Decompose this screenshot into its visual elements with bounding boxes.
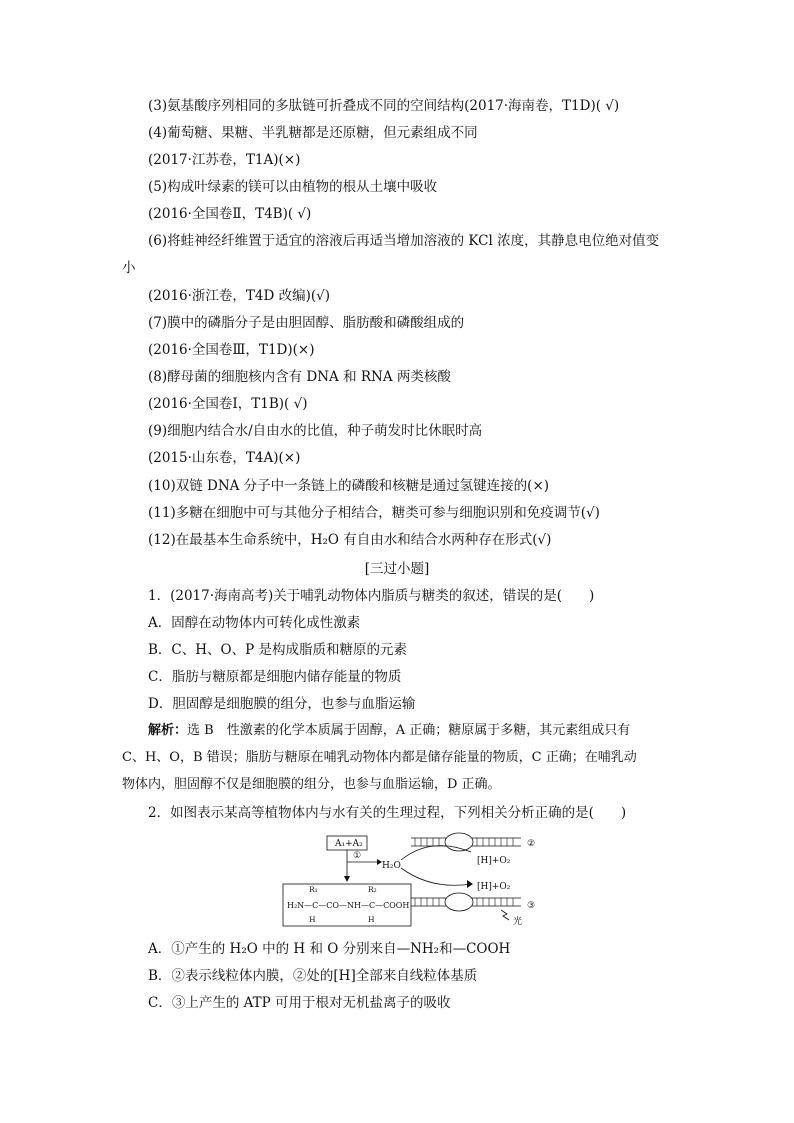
q2-option-a: A．①产生的 H₂O 中的 H 和 O 分别来自—NH₂和—COOH	[148, 941, 511, 957]
q2-stem: 2．如图表示某高等植物体内与水有关的生理过程，下列相关分析正确的是( )	[148, 805, 627, 821]
judgement-6-wrap: 小	[122, 260, 136, 276]
analysis-text-1: 选 B 性激素的化学本质属于固醇，A 正确；糖原属于多糖，其元素组成只有	[187, 723, 631, 738]
q1-stem: 1．(2017·海南高考)关于哺乳动物体内脂质与糖类的叙述，错误的是( )	[148, 588, 595, 604]
circle-1: ①	[353, 851, 362, 861]
judgement-4: (4)葡萄糖、果糖、半乳糖都是还原糖，但元素组成不同	[148, 125, 478, 141]
q1-option-d: D．胆固醇是细胞膜的组分，也参与血脂运输	[148, 696, 416, 712]
circle-3: ③	[527, 901, 536, 911]
q1-analysis-line1	[148, 722, 630, 740]
a1a2-label: A₁+A₂	[335, 839, 363, 849]
h-right: H	[368, 915, 375, 924]
q1-analysis-line2: C、H、O，B 错误；脂肪与糖原在哺乳动物体内都是储存能量的物质，C 正确；在哺乳动	[122, 750, 637, 765]
judgement-9-source: (2015·山东卷，T4A)(×)	[148, 450, 301, 466]
q1-option-a: A．固醇在动物体内可转化成性激素	[148, 615, 361, 631]
h-left: H	[309, 915, 316, 924]
judgement-5: (5)构成叶绿素的镁可以由植物的根从土壤中吸收	[148, 179, 438, 195]
judgement-6: (6)将蛙神经纤维置于适宜的溶液后再适当增加溶液的 KCl 浓度，其静息电位绝对值变	[148, 233, 660, 249]
r2-label: R₂	[368, 885, 377, 894]
light-arrow	[501, 910, 509, 920]
q2-option-c: C．③上产生的 ATP 可用于根对无机盐离子的吸收	[148, 995, 451, 1011]
section-title: [三过小题]	[364, 561, 430, 577]
judgement-9: (9)细胞内结合水/自由水的比值，种子萌发时比休眠时高	[148, 423, 483, 439]
peptide-chain: H₂N—C—CO—NH—C—COOH	[287, 901, 410, 910]
judgement-8: (8)酵母菌的细胞核内含有 DNA 和 RNA 两类核酸	[148, 369, 451, 385]
q2-option-b: B．②表示线粒体内膜，②处的[H]全部来自线粒体基质	[148, 968, 478, 984]
analysis-label: 解析：	[148, 723, 188, 738]
membrane-top	[411, 833, 521, 851]
judgement-7: (7)膜中的磷脂分子是由胆固醇、脂肪酸和磷酸组成的	[148, 315, 465, 331]
light-label: 光	[513, 917, 523, 927]
h2o-label: H₂O	[382, 861, 401, 871]
judgement-11: (11)多糖在细胞中可与其他分子相结合，糖类可参与细胞识别和免疫调节(√)	[148, 505, 600, 521]
judgement-10: (10)双链 DNA 分子中一条链上的磷酸和核糖是通过氢键连接的(×)	[148, 478, 550, 494]
h-o2-bottom: [H]+O₂	[477, 882, 511, 892]
judgement-8-source: (2016·全国卷Ⅰ，T1B)( √)	[148, 396, 308, 412]
judgement-3: (3)氨基酸序列相同的多肽链可折叠成不同的空间结构(2017·海南卷，T1D)( √)	[148, 98, 620, 114]
q1-option-c: C．脂肪与糖原都是细胞内储存能量的物质	[148, 669, 402, 685]
r1-label: R₁	[309, 885, 318, 894]
h-o2-top: [H]+O₂	[477, 856, 511, 866]
membrane-bottom	[411, 893, 521, 911]
judgement-7-source: (2016·全国卷Ⅲ，T1D)(×)	[148, 342, 315, 358]
q1-analysis-line3: 物体内，胆固醇不仅是细胞膜的组分，也参与血脂运输，D 正确。	[122, 777, 501, 792]
judgement-5-source: (2016·全国卷Ⅱ，T4B)( √)	[148, 206, 312, 222]
q1-option-b: B．C、H、O、P 是构成脂质和糖原的元素	[148, 642, 407, 658]
judgement-4-source: (2017·江苏卷，T1A)(×)	[148, 152, 301, 168]
judgement-12: (12)在最基本生命系统中，H₂O 有自由水和结合水两种存在形式(√)	[148, 532, 552, 548]
q2-diagram	[281, 832, 546, 928]
judgement-6-source: (2016·浙江卷，T4D 改编)(√)	[148, 288, 331, 304]
circle-2: ②	[527, 839, 536, 849]
